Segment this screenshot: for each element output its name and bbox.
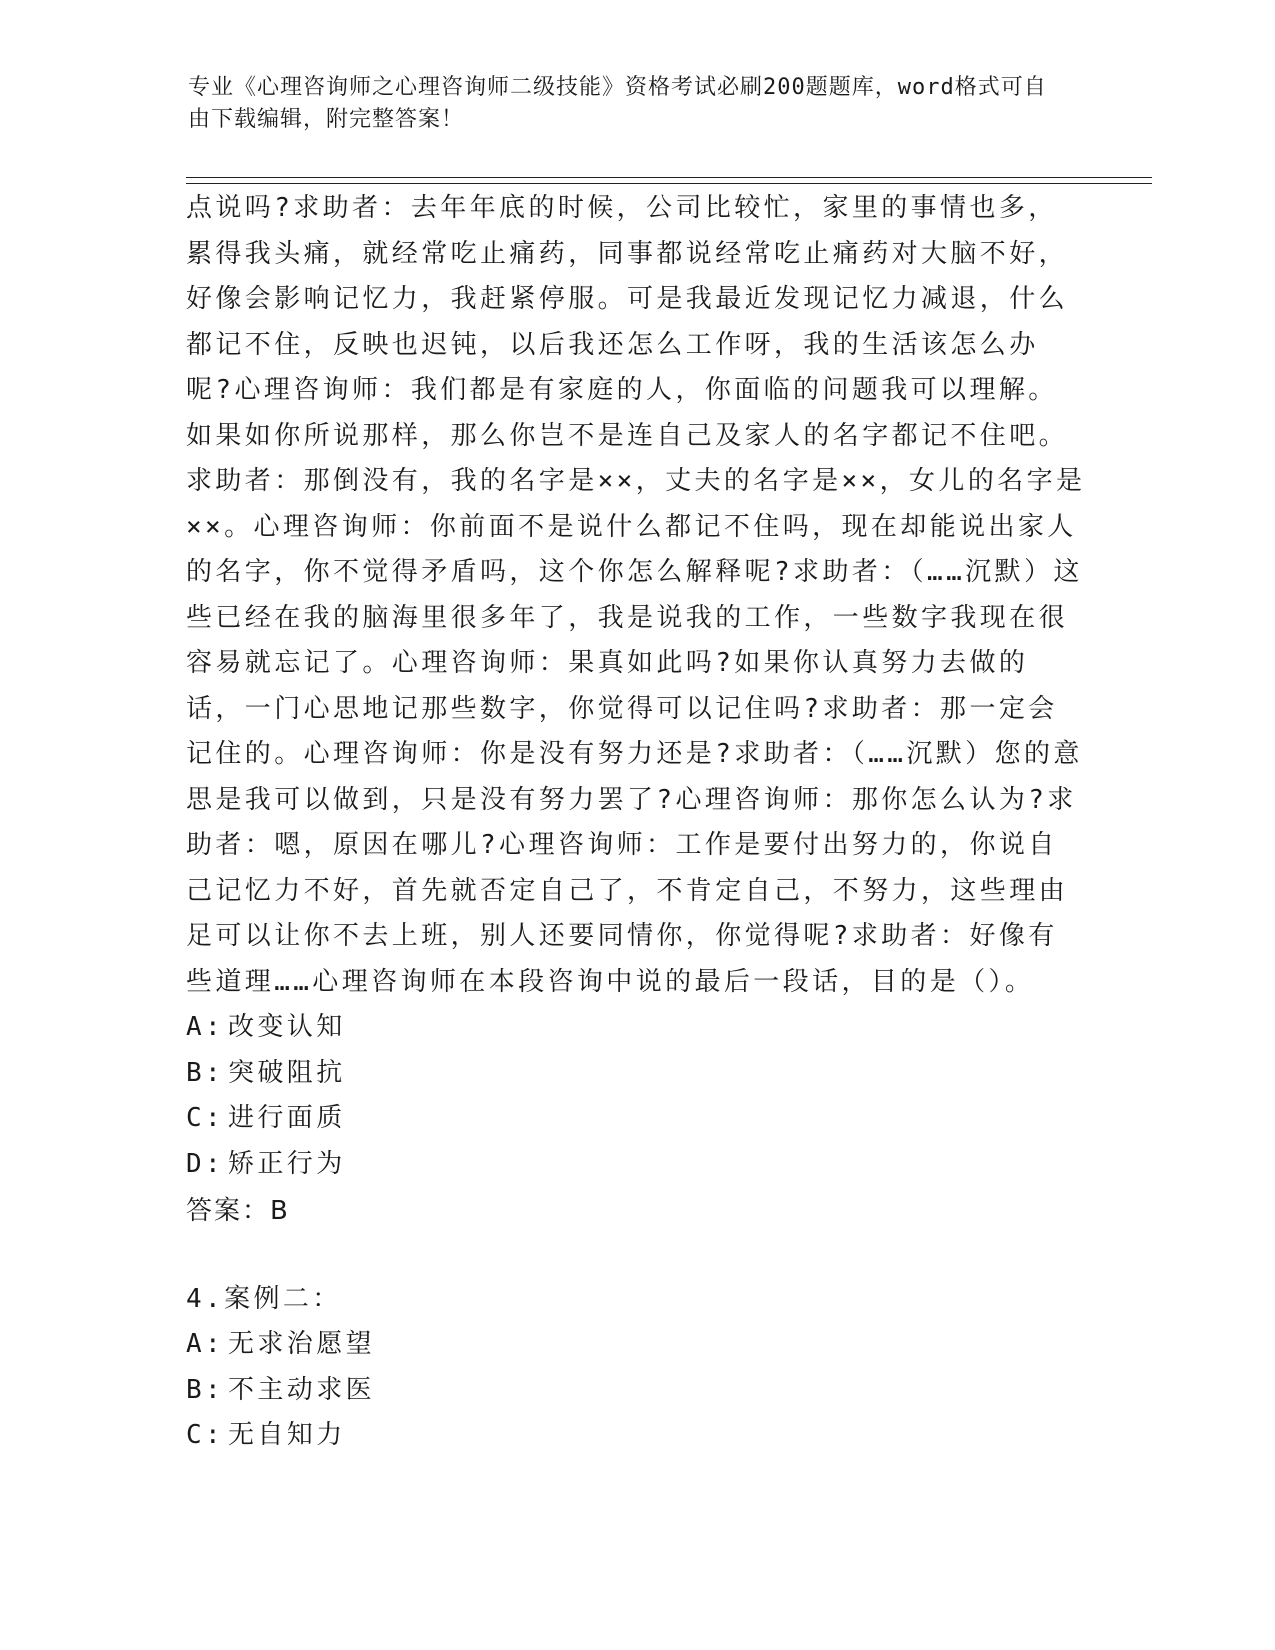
option-text: 改变认知 [228, 1012, 346, 1042]
question-3-stem: 点说吗?求助者：去年年底的时候，公司比较忙，家里的事情也多，累得我头痛，就经常吃止痛药，同事都说经常吃止痛药对大脑不好，好像会影响记忆力，我赶紧停服。可是我最近发现记忆力减退，什么都记不住，反映也迟钝，以后我还怎么工作呀，我的生活该怎么办呢?心理咨询师：我们都是有家庭的人，你面临的问题我可以理解。如果如你所说那样，那么你岂不是连自己及家人的名字都记不住吧。求助者：那倒没有，我的名字是××，丈夫的名字是××，女儿的名字是××。心理咨询师：你前面不是说什么都记不住吗，现在却能说出家人的名字，你不觉得矛盾吗，这个你怎么解释呢?求助者：（……沉默）这些已经在我的脑海里很多年了，我是说我的工作，一些数字我现在很容易就忘记了。心理咨询师：果真如此吗?如果你认真努力去做的话，一门心思地记那些数字，你觉得可以记住吗?求助者：那一定会记住的。心理咨询师：你是没有努力还是?求助者：（……沉默）您的意思是我可以做到，只是没有努力罢了?心理咨询师：那你怎么认为?求助者：嗯，原因在哪儿?心理咨询师：工作是要付出努力的，你说自己记忆力不好，首先就否定自己了，不肯定自己，不努力，这些理由足可以让你不去上班，别人还要同情你，你觉得呢?求助者：好像有些道理……心理咨询师在本段咨询中说的最后一段话，目的是（）。 [186, 193, 1086, 997]
question-4-options [186, 1322, 1086, 1459]
option-a [186, 1322, 1086, 1368]
option-key: B: [186, 1374, 225, 1405]
option-text: 无求治愿望 [228, 1329, 376, 1359]
document-body [186, 186, 1086, 1459]
option-c [186, 1096, 1086, 1142]
header-rule-bottom [186, 183, 1152, 184]
option-key: B: [186, 1057, 225, 1088]
option-c [186, 1413, 1086, 1459]
option-text: 进行面质 [228, 1103, 346, 1133]
option-text: 矫正行为 [228, 1148, 346, 1179]
option-key: C: [186, 1103, 225, 1133]
option-b [186, 1051, 1086, 1097]
option-key: D: [186, 1148, 225, 1179]
option-text: 无自知力 [228, 1420, 346, 1450]
option-key: A: [186, 1012, 225, 1042]
header-rule-top [186, 177, 1152, 178]
option-key: A: [186, 1329, 225, 1359]
question-3-answer: 答案：B [186, 1196, 290, 1226]
option-key: C: [186, 1420, 225, 1450]
option-d [186, 1142, 1086, 1188]
question-spacer [186, 1235, 1086, 1277]
option-a [186, 1005, 1086, 1051]
option-b [186, 1368, 1086, 1414]
option-text: 突破阻抗 [228, 1057, 346, 1088]
question-4-stem: 4.案例二： [186, 1283, 342, 1314]
question-3-options [186, 1005, 1086, 1187]
option-text: 不主动求医 [228, 1374, 376, 1405]
page-header-title: 专业《心理咨询师之心理咨询师二级技能》资格考试必刷200题题库，word格式可自由下载编辑，附完整答案！ [188, 75, 1047, 132]
